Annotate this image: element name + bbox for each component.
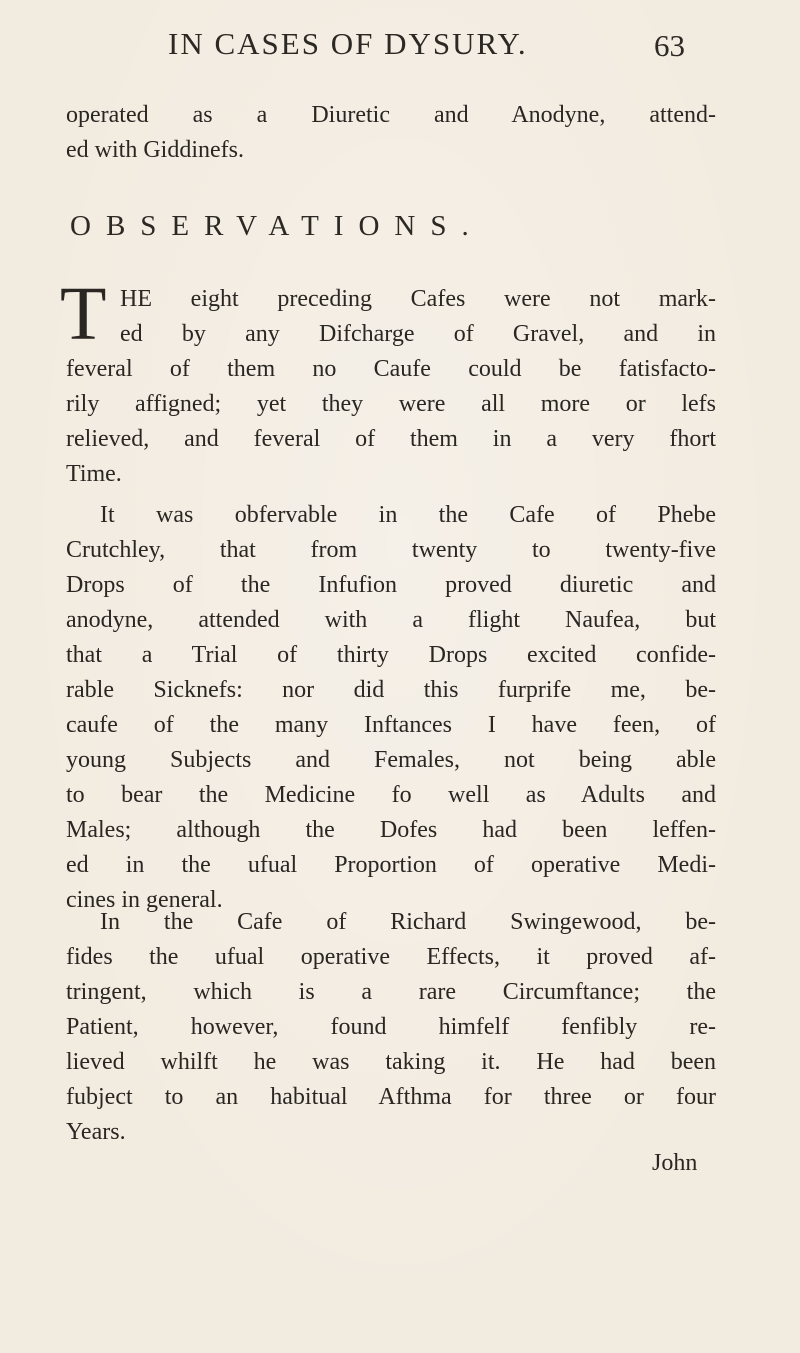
text-line: cines in general. bbox=[66, 887, 223, 913]
text-line: that a Trial of thirty Drops excited confide- bbox=[66, 642, 716, 668]
text-line: Drops of the Infufion proved diuretic and bbox=[66, 572, 716, 598]
text-line: Time. bbox=[66, 461, 122, 487]
observations-paragraph-1 bbox=[66, 282, 716, 492]
running-title: IN CASES OF DYSURY. bbox=[168, 26, 528, 61]
text-line: feveral of them no Caufe could be fatisfacto- bbox=[66, 356, 716, 382]
intro-paragraph bbox=[66, 98, 716, 168]
text-line: Crutchley, that from twenty to twenty-five bbox=[66, 537, 716, 563]
text-line: Patient, however, found himfelf fenfibly re- bbox=[66, 1014, 716, 1040]
text-line: anodyne, attended with a flight Naufea, but bbox=[66, 607, 716, 633]
text-line: rable Sicknefs: nor did this furprife me, be- bbox=[66, 677, 716, 703]
text-line: relieved, and feveral of them in a very fhort bbox=[66, 426, 716, 452]
text-line: to bear the Medicine fo well as Adults and bbox=[66, 782, 716, 808]
text-line: operated as a Diuretic and Anodyne, attend- bbox=[66, 102, 716, 128]
text-line: It was obfervable in the Cafe of Phebe bbox=[100, 502, 716, 528]
text-line: fubject to an habitual Afthma for three or four bbox=[66, 1084, 716, 1110]
text-line: Years. bbox=[66, 1119, 126, 1145]
text-line: ed in the ufual Proportion of operative Medi- bbox=[66, 852, 716, 878]
drop-cap: T bbox=[60, 272, 107, 356]
section-heading: OBSERVATIONS. bbox=[70, 210, 484, 242]
observations-paragraph-3 bbox=[66, 905, 716, 1150]
text-line: rily affigned; yet they were all more or lefs bbox=[66, 391, 716, 417]
text-line: In the Cafe of Richard Swingewood, be- bbox=[100, 909, 716, 935]
catchword: John bbox=[652, 1150, 698, 1176]
page-number: 63 bbox=[654, 28, 685, 63]
text-line: young Subjects and Females, not being able bbox=[66, 747, 716, 773]
observations-paragraph-2 bbox=[66, 498, 716, 918]
text-line: fides the ufual operative Effects, it proved af- bbox=[66, 944, 716, 970]
text-line: HE eight preceding Cafes were not mark- bbox=[120, 286, 716, 312]
text-line: ed with Giddinefs. bbox=[66, 137, 244, 163]
text-line: ed by any Difcharge of Gravel, and in bbox=[120, 321, 716, 347]
text-line: lieved whilft he was taking it. He had been bbox=[66, 1049, 716, 1075]
text-line: caufe of the many Inftances I have feen, of bbox=[66, 712, 716, 738]
text-line: tringent, which is a rare Circumftance; the bbox=[66, 979, 716, 1005]
text-line: Males; although the Dofes had been leffen- bbox=[66, 817, 716, 843]
